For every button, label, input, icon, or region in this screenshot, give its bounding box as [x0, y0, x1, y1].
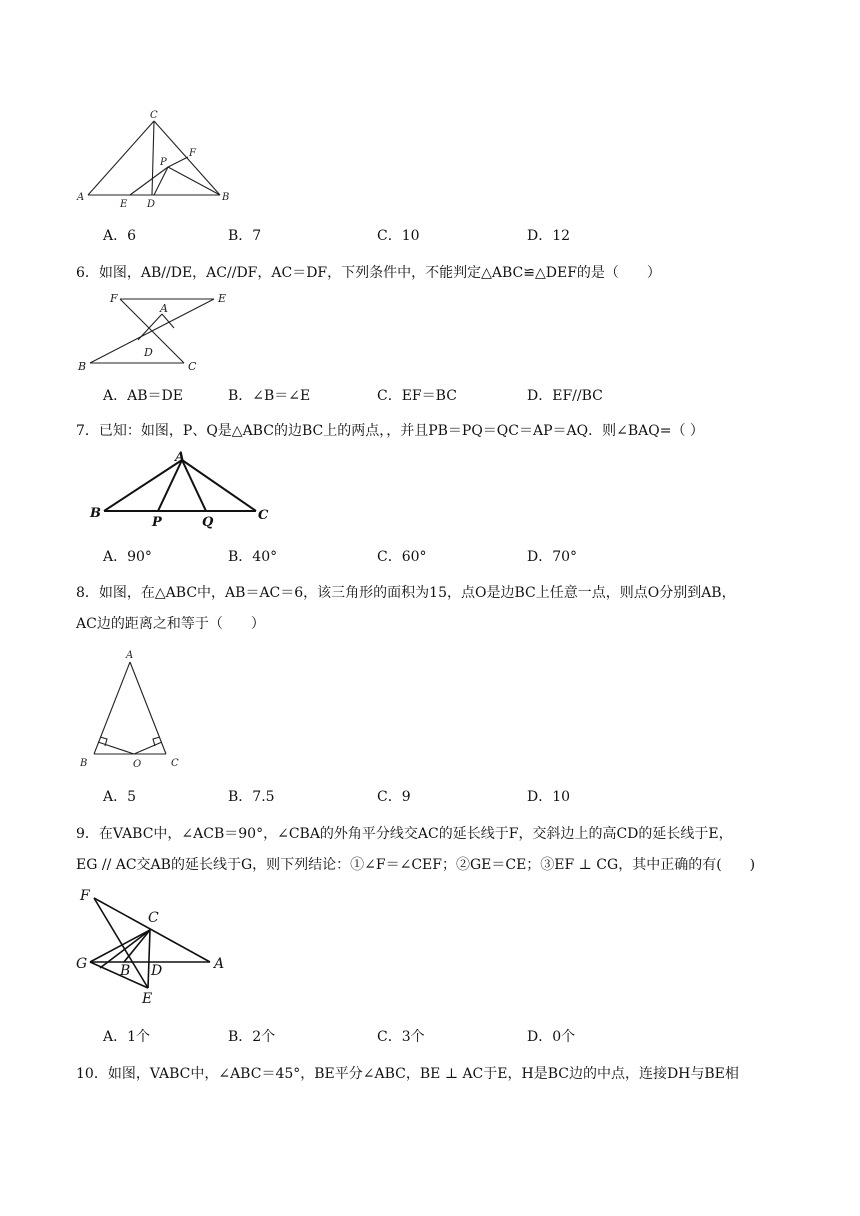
q7-label-c: C — [258, 508, 269, 523]
q6-option-d[interactable]: D．EF//BC — [527, 388, 603, 404]
q7-option-b[interactable]: B．40° — [228, 549, 278, 565]
q7-option-d[interactable]: D．70° — [527, 549, 578, 565]
q6-label-d: D — [144, 346, 153, 359]
q8-label-o: O — [133, 759, 142, 770]
q8-label-a: A — [126, 650, 134, 661]
q6-label-c: C — [188, 360, 197, 373]
q7-label-q: Q — [202, 515, 214, 530]
q7-figure — [86, 446, 276, 532]
q8-option-c[interactable]: C．9 — [377, 789, 411, 805]
q9-label-g: G — [76, 956, 88, 972]
q5-option-c[interactable]: C．10 — [377, 228, 420, 244]
q9-option-c[interactable]: C．3个 — [377, 1029, 425, 1045]
q10-stem: 10．如图，VABC中，∠ABC＝45°，BE平分∠ABC，BE ⊥ AC于E，H是BC边的中点，连接DH与BE相 — [76, 1066, 739, 1082]
q8-option-b[interactable]: B．7.5 — [228, 789, 275, 805]
q7-label-b: B — [90, 506, 101, 521]
q6-label-b: B — [78, 360, 87, 373]
q5-option-a[interactable]: A．6 — [103, 228, 137, 244]
q5-label-b: B — [222, 192, 230, 203]
q8-label-c: C — [171, 758, 179, 769]
q9-label-b: B — [120, 963, 131, 979]
q7-label-a: A — [175, 450, 186, 465]
q5-label-d: D — [147, 199, 156, 210]
q6-label-f: F — [110, 292, 118, 305]
q9-label-c: C — [148, 910, 159, 926]
q6-option-b[interactable]: B．∠B＝∠E — [228, 388, 311, 404]
q8-option-d[interactable]: D．10 — [527, 789, 571, 805]
q9-option-a[interactable]: A．1个 — [103, 1029, 151, 1045]
q6-label-a: A — [160, 302, 168, 315]
q5-label-e: E — [120, 199, 128, 210]
q9-stem-line1: 9．在VABC中，∠ACB＝90°，∠CBA的外角平分线交AC的延长线于F，交斜边上的高CD的延长线于E， — [76, 826, 733, 842]
q9-label-a: A — [214, 956, 225, 972]
q6-stem: 6．如图，AB//DE，AC//DF，AC＝DF，下列条件中，不能判定△ABC≌△DEF的是（ ） — [76, 265, 661, 281]
q6-figure — [72, 288, 242, 378]
q6-label-e: E — [218, 292, 227, 305]
q9-option-d[interactable]: D．0个 — [527, 1029, 576, 1045]
q6-option-a[interactable]: A．AB＝DE — [103, 388, 183, 404]
q5-figure — [70, 105, 240, 215]
q5-label-a: A — [77, 192, 85, 203]
q7-option-a[interactable]: A．90° — [103, 549, 152, 565]
q8-figure — [74, 646, 194, 774]
q5-label-f: F — [189, 148, 196, 159]
q9-option-b[interactable]: B．2个 — [228, 1029, 276, 1045]
q9-label-e: E — [142, 991, 153, 1007]
q5-option-b[interactable]: B．7 — [228, 228, 262, 244]
q7-option-c[interactable]: C．60° — [377, 549, 427, 565]
q7-label-p: P — [152, 515, 162, 530]
q9-figure — [72, 882, 242, 1010]
q9-label-d: D — [151, 963, 163, 979]
q9-label-f: F — [80, 888, 90, 904]
q8-stem-line1: 8．如图，在△ABC中，AB＝AC＝6，该三角形的面积为15，点O是边BC上任意一点，则点O分别到AB， — [76, 585, 736, 601]
q8-stem-line2: AC边的距离之和等于（ ） — [76, 616, 265, 632]
q7-stem: 7．已知：如图，P、Q是△ABC的边BC上的两点，，并且PB＝PQ＝QC＝AP＝AQ．则∠BAQ=（ ） — [76, 423, 704, 439]
q5-label-p: P — [160, 157, 167, 168]
q8-label-b: B — [80, 758, 88, 769]
q5-option-d[interactable]: D．12 — [527, 228, 571, 244]
q5-label-c: C — [150, 110, 158, 121]
q9-stem-line2: EG // AC交AB的延长线于G，则下列结论：①∠F＝∠CEF；②GE＝CE；③EF ⊥ CG，其中正确的有( ) — [76, 857, 756, 873]
q8-option-a[interactable]: A．5 — [103, 789, 137, 805]
q6-option-c[interactable]: C．EF＝BC — [377, 388, 457, 404]
